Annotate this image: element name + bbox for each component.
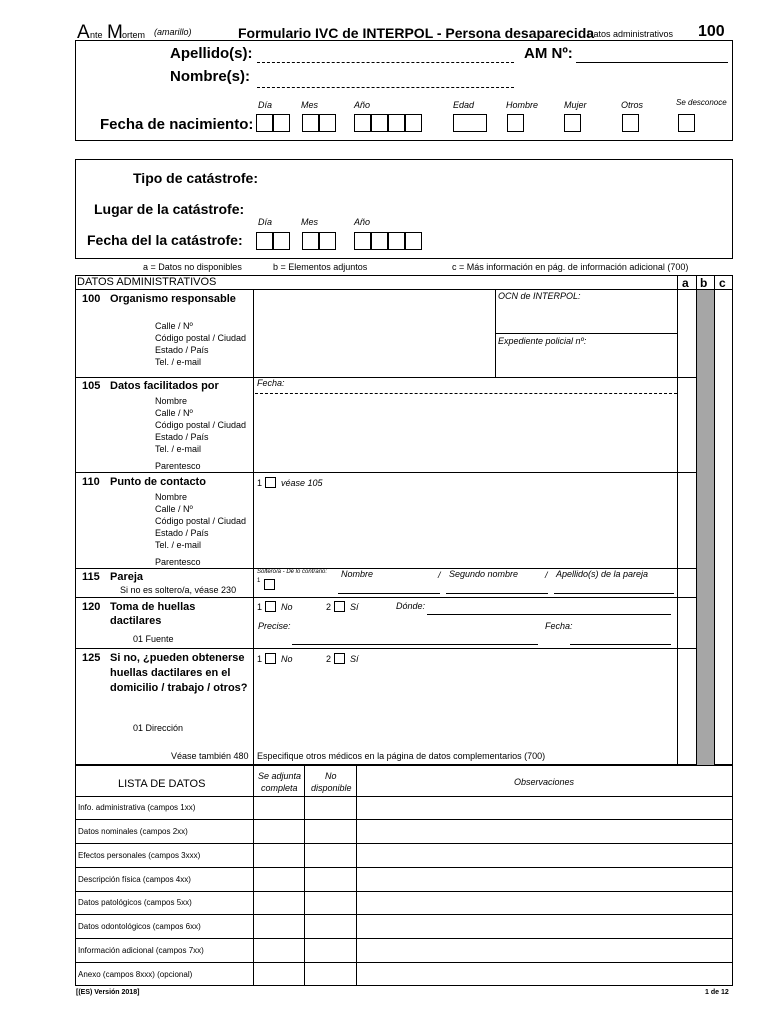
cat-year-box-4[interactable]: [405, 232, 422, 250]
row-number: 110: [82, 476, 100, 488]
cat-year-box-2[interactable]: [371, 232, 388, 250]
cat-year-box-1[interactable]: [354, 232, 371, 250]
field-label: Estado / País: [155, 432, 209, 442]
row-title-line-2: dactilares: [110, 615, 162, 627]
obtain-yes-label: Sí: [350, 654, 359, 664]
field-label: Estado / País: [155, 345, 209, 355]
section-name: Datos administrativos: [587, 29, 674, 39]
row-title: Punto de contacto: [110, 476, 206, 488]
birth-day-caption: Día: [258, 100, 273, 110]
col-b-shading: [697, 290, 714, 765]
other-caption: Otros: [621, 100, 644, 110]
partner-note: Si no es soltero/a, véase 230: [120, 585, 237, 595]
option-number: 1: [257, 478, 263, 488]
birth-month-box-1[interactable]: [302, 114, 319, 132]
col-a-divider: [677, 275, 678, 765]
police-file-label: Expediente policial nº:: [498, 336, 587, 346]
fingerprints-yes-label: Sí: [350, 602, 359, 612]
birth-month-box-2[interactable]: [319, 114, 336, 132]
where-field[interactable]: [427, 614, 671, 615]
option-number: 1: [257, 578, 261, 584]
unknown-caption: Se desconoce: [676, 98, 727, 107]
fingerprints-yes-checkbox[interactable]: [334, 601, 345, 612]
field-label: Código postal / Ciudad: [155, 516, 247, 526]
male-caption: Hombre: [506, 100, 539, 110]
row-title: Pareja: [110, 571, 144, 583]
option-number: 2: [326, 602, 332, 612]
cat-month-caption: Mes: [301, 217, 319, 227]
form-version: [(ES) Versión 2018]: [76, 989, 140, 996]
date-label: Fecha:: [257, 378, 285, 388]
table-heading: DATOS ADMINISTRATIVOS: [77, 276, 217, 288]
am-number-field[interactable]: [576, 62, 728, 63]
birth-year-box-3[interactable]: [388, 114, 405, 132]
date-label: Fecha:: [545, 621, 573, 631]
separator: /: [545, 570, 548, 580]
row-number: 100: [82, 293, 101, 305]
field-label: Estado / País: [155, 528, 209, 538]
row-title: Datos facilitados por: [110, 380, 219, 392]
surname-label: Apellido(s):: [170, 45, 253, 62]
row-divider: [75, 377, 697, 378]
row-number: 115: [82, 571, 100, 583]
ante-rest: nte: [90, 30, 103, 40]
label-column-divider: [253, 289, 254, 765]
female-caption: Mujer: [564, 100, 587, 110]
legend-a: a = Datos no disponibles: [143, 262, 242, 272]
checklist-row-divider: [75, 867, 733, 868]
row-divider: [75, 597, 697, 598]
checklist-row-divider: [75, 914, 733, 915]
color-note: (amarillo): [154, 27, 192, 37]
ante-initial: A: [77, 22, 90, 43]
option-number: 2: [326, 654, 332, 664]
field-label: Parentesco: [155, 461, 201, 471]
checklist-item: Efectos personales (campos 3xxx): [78, 851, 201, 860]
date-divider: [255, 393, 677, 394]
checklist-item: Descripción física (campos 4xx): [78, 875, 191, 884]
col-c-header: c: [719, 276, 726, 290]
catastrophe-type-label: Tipo de catástrofe:: [133, 170, 258, 186]
checklist-row-divider: [75, 891, 733, 892]
birth-date-label: Fecha de nacimiento:: [100, 116, 254, 133]
checklist-item: Info. administrativa (campos 1xx): [78, 803, 196, 812]
field-label: Código postal / Ciudad: [155, 420, 247, 430]
female-box[interactable]: [564, 114, 581, 132]
partner-surname-field[interactable]: [554, 593, 674, 594]
cat-day-box-1[interactable]: [256, 232, 273, 250]
birth-day-box-1[interactable]: [256, 114, 273, 132]
partner-surname-label: Apellido(s) de la pareja: [556, 569, 649, 579]
heading-divider: [75, 289, 733, 290]
attached-complete-header-2: completa: [261, 783, 298, 793]
surname-field[interactable]: [257, 62, 514, 63]
mortem-rest: ortem: [122, 30, 146, 40]
checklist-row-divider: [75, 962, 733, 963]
source-label: 01 Fuente: [133, 634, 174, 644]
field-label: Nombre: [155, 396, 188, 406]
checklist-item: Datos odontológicos (campos 6xx): [78, 922, 201, 931]
fingerprints-no-label: No: [281, 602, 293, 612]
col-c-divider: [714, 275, 715, 765]
field-label: Parentesco: [155, 557, 201, 567]
see-105-label: véase 105: [281, 478, 323, 488]
observations-header: Observaciones: [514, 777, 575, 787]
row-number: 125: [82, 652, 101, 664]
address-label: 01 Dirección: [133, 723, 184, 733]
attached-complete-header: Se adjunta: [258, 771, 302, 781]
given-names-field[interactable]: [257, 87, 514, 88]
fingerprints-no-checkbox[interactable]: [265, 601, 276, 612]
partner-first-name-field[interactable]: [338, 593, 440, 594]
checklist-divider: [253, 765, 254, 986]
field-label: Nombre: [155, 492, 188, 502]
birth-year-caption: Año: [354, 100, 371, 110]
male-box[interactable]: [507, 114, 524, 132]
form-title: Formulario IVC de INTERPOL - Persona desaparecida: [238, 25, 595, 41]
specify-doctors-note: Especifique otros médicos en la página de datos complementarios (700): [257, 751, 546, 761]
catastrophe-place-label: Lugar de la catástrofe:: [94, 201, 245, 217]
checklist-row-divider: [75, 843, 733, 844]
checklist-item: Datos nominales (campos 2xx): [78, 827, 188, 836]
age-box[interactable]: [453, 114, 487, 132]
see-105-checkbox[interactable]: [265, 477, 276, 488]
checklist-item: Datos patológicos (campos 5xx): [78, 898, 192, 907]
checklist-row-divider: [75, 796, 733, 797]
row-number: 120: [82, 601, 101, 613]
checklist-divider: [304, 765, 305, 986]
row-title: Organismo responsable: [110, 293, 236, 305]
checklist-heading: LISTA DE DATOS: [118, 778, 206, 790]
obtain-no-label: No: [281, 654, 293, 664]
checklist-row-divider: [75, 819, 733, 820]
unknown-box[interactable]: [678, 114, 695, 132]
field-label: Tel. / e-mail: [155, 540, 202, 550]
row-divider: [75, 472, 697, 473]
not-available-header: No: [325, 771, 337, 781]
see-also-label: Véase también 480: [171, 751, 249, 761]
checklist-divider: [356, 765, 357, 986]
col-b-header: b: [700, 276, 708, 290]
option-number: 1: [257, 654, 263, 664]
partner-middle-name-field[interactable]: [446, 593, 548, 594]
col-a-header: a: [682, 276, 689, 290]
field-label: Tel. / e-mail: [155, 444, 202, 454]
specify-label: Precise:: [258, 621, 291, 631]
cat-day-box-2[interactable]: [273, 232, 290, 250]
cat-day-caption: Día: [258, 217, 273, 227]
checklist-row-divider: [75, 938, 733, 939]
ocn-exp-divider: [495, 333, 677, 334]
date-field[interactable]: [570, 644, 671, 645]
checklist-item: Información adicional (campos 7xx): [78, 946, 204, 955]
row-title-line-1: Si no, ¿pueden obtenerse: [110, 652, 245, 664]
option-number: 1: [257, 602, 263, 612]
other-box[interactable]: [622, 114, 639, 132]
legend-c: c = Más información en pág. de información adicional (700): [452, 262, 689, 272]
cat-month-box-2[interactable]: [319, 232, 336, 250]
am-number-label: AM Nº:: [524, 45, 573, 62]
age-caption: Edad: [453, 100, 475, 110]
birth-year-box-4[interactable]: [405, 114, 422, 132]
page-indicator: 1 de 12: [705, 989, 729, 996]
where-label: Dónde:: [396, 601, 426, 611]
birth-day-box-2[interactable]: [273, 114, 290, 132]
row-title-line-2: huellas dactilares en el: [110, 667, 231, 679]
separator: /: [438, 570, 441, 580]
cat-year-caption: Año: [354, 217, 371, 227]
specify-field[interactable]: [292, 644, 538, 645]
catastrophe-date-label: Fecha del la catástrofe:: [87, 232, 243, 248]
given-names-label: Nombre(s):: [170, 68, 251, 85]
field-label: Calle / Nº: [155, 321, 193, 331]
partner-first-name-label: Nombre: [341, 569, 374, 579]
row-divider: [75, 648, 697, 649]
obtain-yes-checkbox[interactable]: [334, 653, 345, 664]
field-label: Calle / Nº: [155, 504, 193, 514]
obtain-no-checkbox[interactable]: [265, 653, 276, 664]
not-available-header-2: disponible: [311, 783, 352, 793]
birth-month-caption: Mes: [301, 100, 319, 110]
cat-year-box-3[interactable]: [388, 232, 405, 250]
partner-middle-name-label: Segundo nombre: [449, 569, 519, 579]
legend-b: b = Elementos adjuntos: [273, 262, 368, 272]
birth-year-box-2[interactable]: [371, 114, 388, 132]
mortem-initial: M: [107, 22, 123, 43]
field-label: Código postal / Ciudad: [155, 333, 247, 343]
row-number: 105: [82, 380, 101, 392]
page-code: 100: [698, 23, 725, 40]
birth-year-box-1[interactable]: [354, 114, 371, 132]
field-label: Tel. / e-mail: [155, 357, 202, 367]
row-title-line-1: Toma de huellas: [110, 601, 196, 613]
row-title-line-3: domicilio / trabajo / otros?: [110, 682, 248, 694]
cat-month-box-1[interactable]: [302, 232, 319, 250]
single-checkbox[interactable]: [264, 579, 275, 590]
checklist-item: Anexo (campos 8xxx) (opcional): [78, 970, 193, 979]
field-label: Calle / Nº: [155, 408, 193, 418]
single-caption: Soltero/a - De lo contrario:: [257, 569, 328, 575]
ocn-label: OCN de INTERPOL:: [498, 291, 581, 301]
